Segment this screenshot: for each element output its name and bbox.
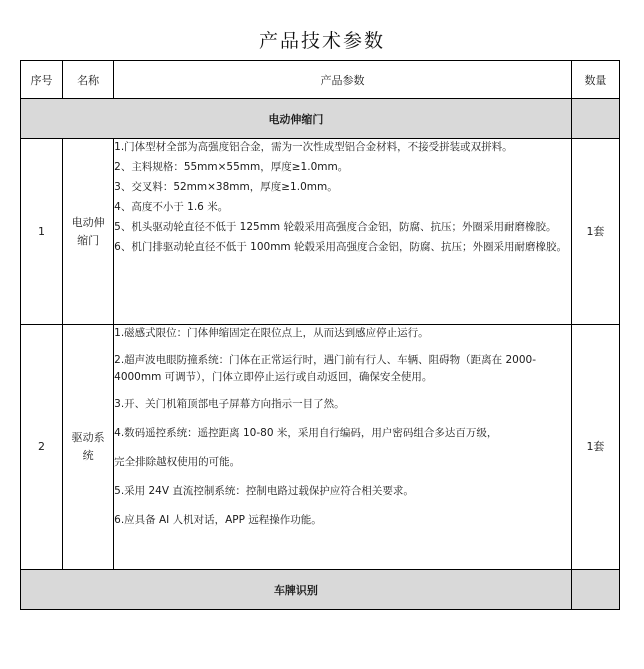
section-title: 车牌识别 <box>21 570 572 610</box>
header-name: 名称 <box>63 61 114 99</box>
product-spec-table <box>20 60 620 610</box>
header-params: 产品参数 <box>114 61 572 99</box>
table-row <box>21 139 620 325</box>
row-qty: 1套 <box>571 325 619 570</box>
row-seq: 2 <box>21 325 63 570</box>
section-row-electric-gate <box>21 99 620 139</box>
row-params <box>114 139 572 325</box>
param-line: 6.应具备 AI 人机对话，APP 远程操作功能。 <box>114 514 322 526</box>
param-line: 1.门体型材全部为高强度铝合金，需为一次性成型铝合金材料，不接受拼装或双拼料。 <box>114 141 513 153</box>
param-line: 1.磁感式限位：门体伸缩固定在限位点上，从而达到感应停止运行。 <box>114 327 429 339</box>
param-line: 4、高度不小于 1.6 米。 <box>114 201 229 213</box>
section-row-plate-recognition <box>21 570 620 610</box>
row-qty: 1套 <box>571 139 619 325</box>
param-line: 5、机头驱动轮直径不低于 125mm 轮毂采用高强度合金铝，防腐、抗压；外圈采用耐磨橡胶。 <box>114 221 557 233</box>
table-header-row <box>21 61 620 99</box>
param-line: 3.开、关门机箱顶部电子屏幕方向指示一目了然。 <box>114 398 345 410</box>
document-title: 产品技术参数 <box>258 30 385 52</box>
param-line: 4.数码遥控系统：遥控距离 10-80 米，采用自行编码，用户密码组合多达百万级， <box>114 427 498 439</box>
section-qty-empty <box>571 99 619 139</box>
header-qty: 数量 <box>571 61 619 99</box>
param-line: 完全排除越权使用的可能。 <box>114 456 241 468</box>
param-line: 2、主料规格：55mm×55mm，厚度≥1.0mm。 <box>114 161 349 173</box>
param-line: 6、机门排驱动轮直径不低于 100mm 轮毂采用高强度合金铝，防腐、抗压；外圈采用耐磨橡胶。 <box>114 241 567 253</box>
row-name: 驱动系统 <box>63 325 114 570</box>
header-seq: 序号 <box>21 61 63 99</box>
section-title: 电动伸缩门 <box>21 99 572 139</box>
section-qty-empty <box>571 570 619 610</box>
table-row <box>21 325 620 570</box>
param-line: 3、交叉料：52mm×38mm，厚度≥1.0mm。 <box>114 181 338 193</box>
param-line: 5.采用 24V 直流控制系统：控制电路过载保护应符合相关要求。 <box>114 485 414 497</box>
row-seq: 1 <box>21 139 63 325</box>
param-line: 2.超声波电眼防撞系统：门体在正常运行时，遇门前有行人、车辆、阻碍物（距离在 2000-4000mm 可调节），门体立即停止运行或自动返回，确保安全使用。 <box>114 354 537 383</box>
row-params <box>114 325 572 570</box>
row-name: 电动伸缩门 <box>63 139 114 325</box>
